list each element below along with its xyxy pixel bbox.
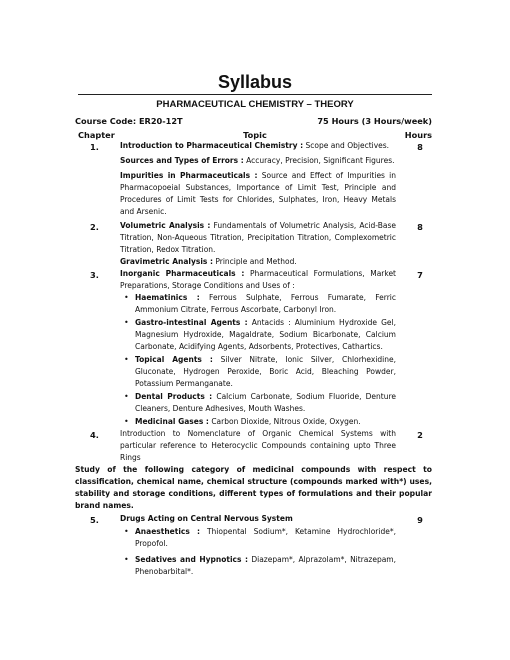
chapter-number: 4. [90, 430, 99, 440]
course-code: Course Code: ER20-12T [75, 116, 183, 126]
topic-heading: Introduction to Pharmaceutical Chemistry : [120, 141, 304, 150]
bullet-icon: • [124, 527, 129, 536]
chapter-hours: 2 [417, 430, 423, 440]
chapter-hours: 8 [417, 222, 423, 232]
subject-title: PHARMACEUTICAL CHEMISTRY – THEORY [156, 99, 354, 110]
topic-heading: Inorganic Pharmaceuticals : [120, 269, 245, 278]
topic-paragraph [120, 155, 396, 167]
topic-text: Source and Effect of Impurities in Pharmacopoeial Substances, Importance of Limit Test, Principle and Procedures of Limit Tests for Chlorides, Sulphates, Iron, Heavy Metals and Arsenic. [120, 171, 396, 216]
topic-paragraph [120, 170, 396, 218]
study-instructions: Study of the following category of medicinal compounds with respect to classification, chemical name, chemical structure (compounds marked with*) uses, stability and storage conditions, different types of formulations and their popular brand names. [75, 465, 432, 510]
chapter-hours: 7 [417, 270, 423, 280]
chapter-number: 2. [90, 222, 99, 232]
chapter-number: 1. [90, 142, 99, 152]
list-item-text: Diazepam*, Alprazolam*, Nitrazepam, Phenobarbital*. [135, 555, 396, 576]
topic-paragraph [120, 268, 396, 292]
chapter-number: 5. [90, 515, 99, 525]
chapter-hours: 8 [417, 142, 423, 152]
list-item [135, 554, 396, 578]
topic-paragraph [120, 220, 396, 256]
topic-paragraph [120, 256, 396, 268]
list-item-text: Thiopental Sodium*, Ketamine Hydrochloride*, Propofol. [135, 527, 396, 548]
title-underline [78, 94, 432, 95]
course-hours: 75 Hours (3 Hours/week) [317, 116, 432, 126]
list-item-text: Antacids : Aluminium Hydroxide Gel, Magnesium Hydroxide, Magaldrate, Sodium Bicarbonate, Calcium Carbonate, Acidifying Agents, Adsorbents, Protectives, Cathartics. [135, 318, 396, 351]
bullet-icon: • [124, 355, 129, 364]
bullet-icon: • [124, 392, 129, 401]
list-item [135, 317, 396, 353]
bullet-icon: • [124, 318, 129, 327]
list-item [135, 292, 396, 316]
list-item [135, 391, 396, 415]
chapter-number: 3. [90, 270, 99, 280]
bullet-icon: • [124, 417, 129, 426]
list-item [135, 416, 396, 428]
topic-heading: Volumetric Analysis : [120, 221, 211, 230]
list-item-text: Silver Nitrate, Ionic Silver, Chlorhexidine, Gluconate, Hydrogen Peroxide, Boric Acid, Bleaching Powder, Potassium Permanganate. [135, 355, 396, 388]
list-item [135, 526, 396, 550]
list-item-heading: Topical Agents : [135, 355, 213, 364]
header-topic: Topic [243, 130, 267, 140]
list-item-text: Calcium Carbonate, Sodium Fluoride, Denture Cleaners, Denture Adhesives, Mouth Washes. [135, 392, 396, 413]
list-item-text: Ferrous Sulphate, Ferrous Fumarate, Ferric Ammonium Citrate, Ferrous Ascorbate, Carbonyl Iron. [135, 293, 397, 314]
list-item-heading: Anaesthetics : [135, 527, 201, 536]
list-item-heading: Gastro-intestinal Agents : [135, 318, 248, 327]
topic-text: Principle and Method. [212, 257, 297, 266]
topic-heading: Drugs Acting on Central Nervous System [120, 514, 293, 523]
list-item-heading: Dental Products : [135, 392, 213, 401]
list-item [135, 354, 396, 390]
list-item-heading: Haematinics : [135, 293, 200, 302]
topic-text: Pharmaceutical Formulations, Market Preparations, Storage Conditions and Uses of : [120, 269, 396, 290]
topic-text: Fundamentals of Volumetric Analysis, Acid-Base Titration, Non-Aqueous Titration, Precipitation Titration, Complexometric Titration, Redox Titration. [120, 221, 396, 254]
chapter-hours: 9 [417, 515, 423, 525]
list-item-heading: Sedatives and Hypnotics : [135, 555, 249, 564]
bullet-icon: • [124, 293, 129, 302]
bullet-icon: • [124, 555, 129, 564]
topic-heading: Impurities in Pharmaceuticals : [120, 171, 258, 180]
topic-heading: Gravimetric Analysis : [120, 257, 213, 266]
page-title: Syllabus [217, 72, 293, 92]
header-chapter: Chapter [78, 130, 115, 140]
header-hours: Hours [404, 130, 432, 140]
topic-text: Accuracy, Precision, Significant Figures. [243, 156, 395, 165]
topic-heading: Sources and Types of Errors : [120, 156, 244, 165]
topic-text: Scope and Objectives. [303, 141, 390, 150]
topic-paragraph: Introduction to Nomenclature of Organic Chemical Systems with particular reference to Heterocyclic Compounds containing upto Three Rings [120, 429, 396, 462]
topic-paragraph [120, 140, 396, 152]
list-item-heading: Medicinal Gases : [135, 417, 209, 426]
list-item-text: Carbon Dioxide, Nitrous Oxide, Oxygen. [208, 417, 361, 426]
